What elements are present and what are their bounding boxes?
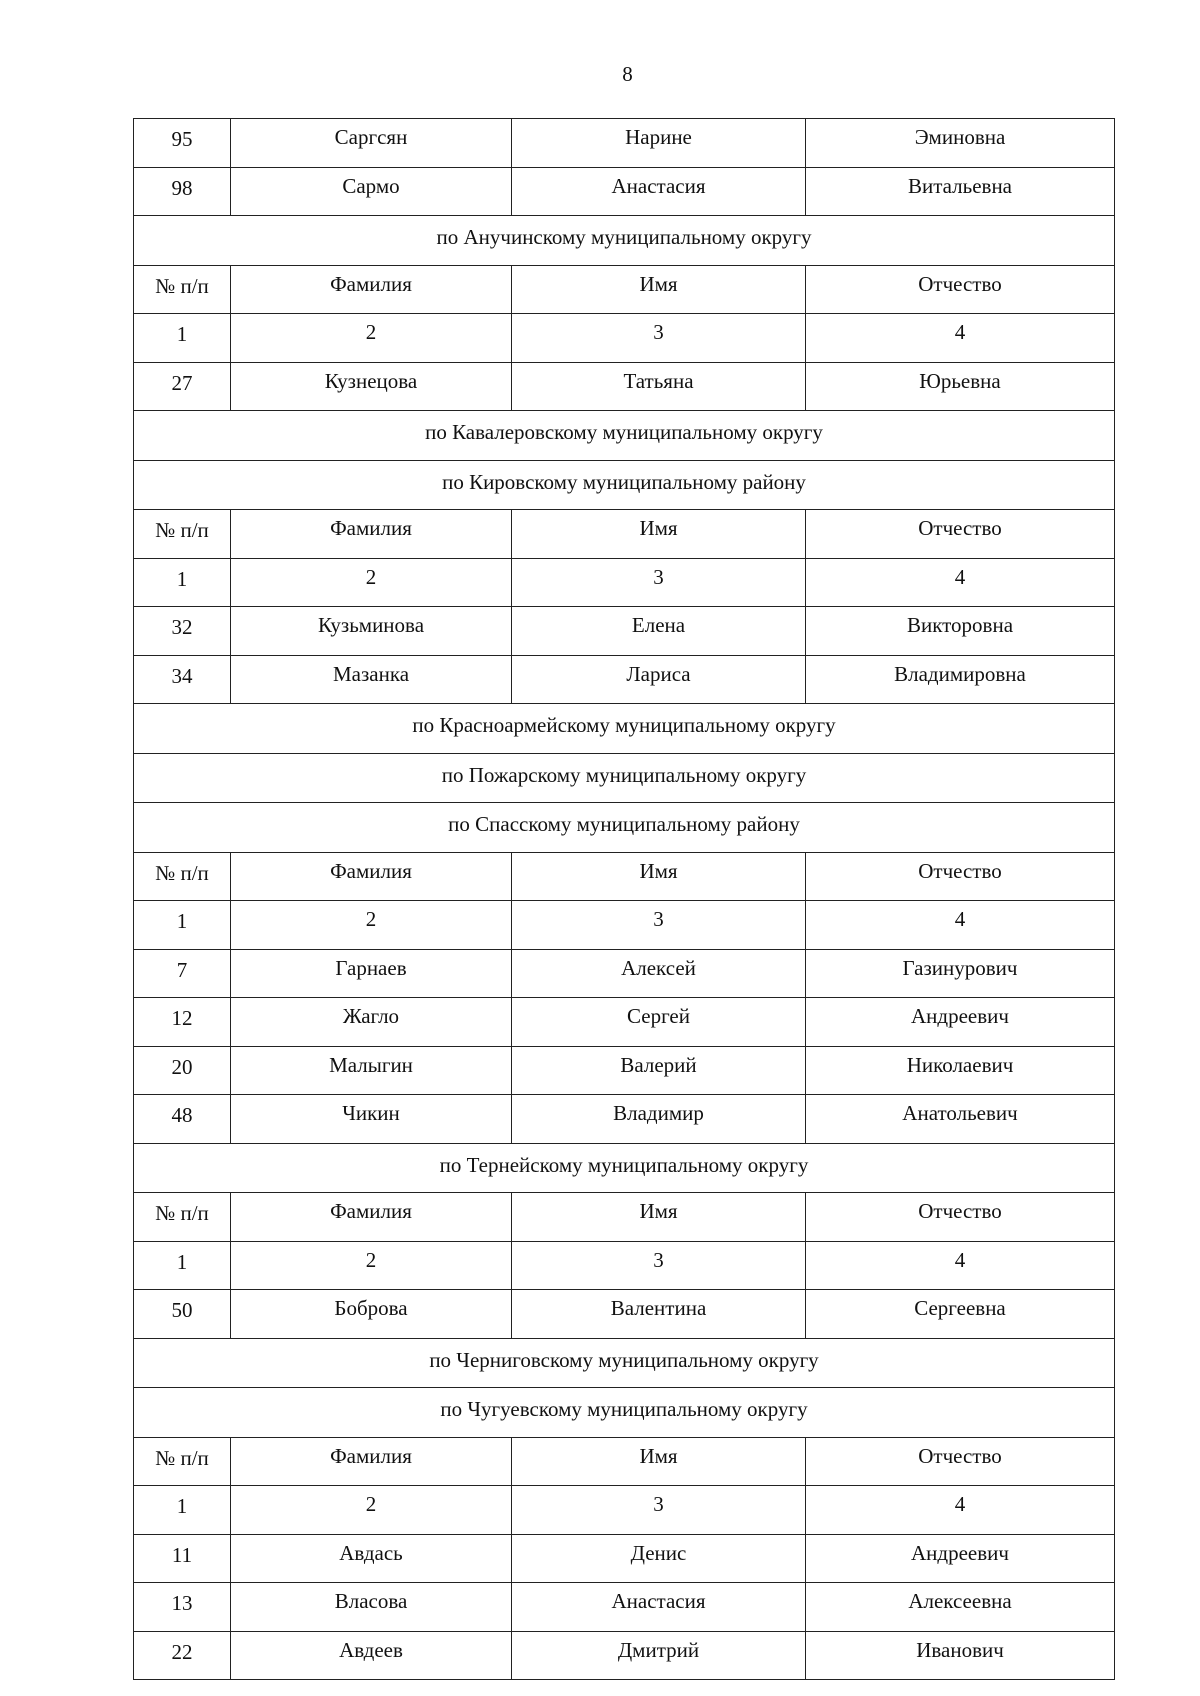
surname-cell-text: Фамилия <box>330 858 412 883</box>
number-cell <box>134 1290 231 1339</box>
patronymic-cell <box>806 1046 1115 1095</box>
table-row <box>134 1046 1115 1095</box>
section-row <box>134 460 1115 510</box>
first-name-cell <box>512 510 806 559</box>
first-name-cell-text: Лариса <box>626 661 691 686</box>
patronymic-cell <box>806 167 1115 216</box>
section-title <box>134 460 1115 510</box>
section-title-text: по Пожарскому муниципальному округу <box>441 762 807 787</box>
header-row <box>134 265 1115 314</box>
number-cell <box>134 607 231 656</box>
first-name-cell <box>512 852 806 901</box>
number-cell-text: 12 <box>171 1006 193 1030</box>
surname-cell-text: Власова <box>334 1589 408 1613</box>
table-row <box>134 655 1115 704</box>
surname-cell-text: Саргсян <box>334 125 408 149</box>
column-index-row <box>134 314 1115 363</box>
surname-cell <box>231 949 512 998</box>
patronymic-cell <box>806 655 1115 704</box>
first-name-cell-text: Имя <box>639 516 678 540</box>
number-cell-text: 22 <box>171 1639 193 1664</box>
patronymic-cell-text: Газинурович <box>902 955 1018 980</box>
table-row <box>134 1095 1115 1144</box>
surname-cell-text: Фамилия <box>330 271 412 296</box>
first-name-cell <box>512 901 806 950</box>
number-cell <box>134 119 231 168</box>
number-cell-text: № п/п <box>155 1445 209 1470</box>
number-cell <box>134 1241 231 1290</box>
section-row <box>134 216 1115 266</box>
number-cell-text: 13 <box>171 1591 193 1615</box>
number-cell-text: 48 <box>171 1103 193 1127</box>
first-name-cell <box>512 1241 806 1290</box>
surname-cell <box>231 167 512 216</box>
surname-cell <box>231 852 512 901</box>
section-title-text: по Черниговскому муниципальному округу <box>429 1347 819 1372</box>
surname-cell-text: Авдеев <box>339 1637 403 1662</box>
section-row <box>134 1143 1115 1193</box>
number-cell-text: 11 <box>171 1542 193 1567</box>
surname-cell <box>231 1437 512 1486</box>
surname-cell <box>231 1046 512 1095</box>
surname-cell <box>231 1486 512 1535</box>
patronymic-cell-text: Владимировна <box>894 661 1026 686</box>
surname-cell <box>231 901 512 950</box>
surname-cell-text: Сармо <box>342 173 400 198</box>
surname-cell-text: 2 <box>365 1492 377 1516</box>
patronymic-cell <box>806 119 1115 168</box>
surname-cell <box>231 265 512 314</box>
section-title <box>134 216 1115 266</box>
section-row <box>134 1338 1115 1388</box>
first-name-cell-text: Дмитрий <box>617 1637 700 1662</box>
section-row <box>134 753 1115 803</box>
patronymic-cell <box>806 1486 1115 1535</box>
first-name-cell-text: Имя <box>639 271 678 296</box>
first-name-cell <box>512 1290 806 1339</box>
number-cell-text: № п/п <box>155 860 209 885</box>
patronymic-cell <box>806 362 1115 411</box>
number-cell-text: 1 <box>176 566 188 591</box>
number-cell <box>134 1583 231 1632</box>
patronymic-cell <box>806 1437 1115 1486</box>
patronymic-cell <box>806 901 1115 950</box>
patronymic-cell-text: 4 <box>954 907 966 931</box>
surname-cell <box>231 655 512 704</box>
patronymic-cell-text: Отчество <box>918 1443 1002 1468</box>
first-name-cell-text: 3 <box>653 564 664 589</box>
section-title-text: по Кировскому муниципальному району <box>442 469 806 494</box>
surname-cell-text: 2 <box>365 1247 377 1272</box>
first-name-cell-text: 3 <box>653 1247 664 1272</box>
number-cell-text: 32 <box>171 615 193 639</box>
number-cell <box>134 510 231 559</box>
surname-cell-text: Гарнаев <box>335 955 407 980</box>
number-cell <box>134 1631 231 1680</box>
patronymic-cell-text: Викторовна <box>906 613 1014 637</box>
patronymic-cell-text: 4 <box>954 564 966 589</box>
number-cell <box>134 1046 231 1095</box>
first-name-cell-text: Владимир <box>613 1101 704 1125</box>
number-cell-text: 1 <box>176 322 188 346</box>
first-name-cell <box>512 314 806 363</box>
surname-cell-text: Чикин <box>342 1101 400 1125</box>
number-cell-text: 27 <box>171 370 193 395</box>
number-cell-text: № п/п <box>155 1201 209 1225</box>
first-name-cell <box>512 949 806 998</box>
first-name-cell-text: Денис <box>630 1540 687 1565</box>
number-cell-text: 1 <box>176 1249 188 1274</box>
number-cell <box>134 998 231 1047</box>
number-cell <box>134 1534 231 1583</box>
first-name-cell <box>512 1437 806 1486</box>
patronymic-cell <box>806 852 1115 901</box>
surname-cell <box>231 362 512 411</box>
surname-cell-text: Фамилия <box>330 1443 412 1468</box>
patronymic-cell-text: Отчество <box>918 271 1002 296</box>
patronymic-cell <box>806 998 1115 1047</box>
first-name-cell <box>512 1046 806 1095</box>
number-cell <box>134 901 231 950</box>
section-title-text: по Красноармейскому муниципальному округу <box>412 713 836 737</box>
first-name-cell-text: 3 <box>653 907 664 931</box>
table-row <box>134 998 1115 1047</box>
header-row <box>134 1193 1115 1242</box>
first-name-cell <box>512 1095 806 1144</box>
section-row <box>134 704 1115 754</box>
table-row <box>134 119 1115 168</box>
first-name-cell <box>512 265 806 314</box>
patronymic-cell <box>806 510 1115 559</box>
patronymic-cell-text: 4 <box>954 320 966 344</box>
first-name-cell <box>512 1486 806 1535</box>
first-name-cell <box>512 362 806 411</box>
number-cell-text: 20 <box>171 1054 193 1079</box>
column-index-row <box>134 558 1115 607</box>
surname-cell-text: 2 <box>365 907 377 931</box>
surname-cell <box>231 314 512 363</box>
surname-cell <box>231 1631 512 1680</box>
first-name-cell <box>512 1534 806 1583</box>
first-name-cell-text: Анастасия <box>611 173 706 198</box>
table-row <box>134 1290 1115 1339</box>
patronymic-cell <box>806 558 1115 607</box>
patronymic-cell <box>806 1241 1115 1290</box>
surname-cell-text: 2 <box>365 564 377 589</box>
first-name-cell <box>512 607 806 656</box>
surname-cell <box>231 607 512 656</box>
first-name-cell-text: Сергей <box>627 1004 690 1028</box>
first-name-cell-text: 3 <box>653 1492 664 1516</box>
patronymic-cell-text: Анатольевич <box>902 1101 1018 1125</box>
first-name-cell <box>512 167 806 216</box>
number-cell <box>134 362 231 411</box>
first-name-cell <box>512 1193 806 1242</box>
surname-cell-text: Фамилия <box>330 516 412 540</box>
first-name-cell-text: Анастасия <box>611 1589 706 1613</box>
surname-cell-text: Кузнецова <box>324 368 418 393</box>
patronymic-cell-text: Отчество <box>918 858 1002 883</box>
section-row <box>134 803 1115 853</box>
patronymic-cell <box>806 1290 1115 1339</box>
number-cell <box>134 265 231 314</box>
table-row <box>134 949 1115 998</box>
patronymic-cell <box>806 1534 1115 1583</box>
first-name-cell <box>512 998 806 1047</box>
table-row <box>134 362 1115 411</box>
section-title <box>134 803 1115 853</box>
table-row <box>134 1583 1115 1632</box>
surname-cell-text: 2 <box>365 320 377 344</box>
surname-cell-text: Мазанка <box>332 661 410 686</box>
surname-cell <box>231 998 512 1047</box>
first-name-cell-text: Татьяна <box>623 368 694 393</box>
section-title <box>134 753 1115 803</box>
patronymic-cell-text: Эминовна <box>914 125 1006 149</box>
surname-cell-text: Кузьминова <box>317 613 425 637</box>
patronymic-cell-text: Иванович <box>916 1637 1004 1662</box>
section-title <box>134 1388 1115 1438</box>
number-cell <box>134 949 231 998</box>
section-title-text: по Чугуевскому муниципальному округу <box>440 1397 808 1421</box>
document-table <box>133 118 1115 1680</box>
section-row <box>134 411 1115 461</box>
patronymic-cell <box>806 314 1115 363</box>
column-index-row <box>134 1486 1115 1535</box>
first-name-cell-text: Нарине <box>625 125 692 149</box>
section-title-text: по Кавалеровскому муниципальному округу <box>425 420 823 444</box>
first-name-cell <box>512 1583 806 1632</box>
column-index-row <box>134 1241 1115 1290</box>
patronymic-cell <box>806 1095 1115 1144</box>
first-name-cell-text: 3 <box>653 320 664 344</box>
surname-cell-text: Малыгин <box>329 1052 413 1077</box>
surname-cell <box>231 1193 512 1242</box>
patronymic-cell-text: Витальевна <box>907 173 1013 198</box>
number-cell <box>134 1486 231 1535</box>
header-row <box>134 1437 1115 1486</box>
number-cell-text: 95 <box>171 127 193 151</box>
number-cell <box>134 558 231 607</box>
patronymic-cell <box>806 1583 1115 1632</box>
header-row <box>134 852 1115 901</box>
patronymic-cell-text: Сергеевна <box>914 1296 1006 1320</box>
number-cell-text: 1 <box>176 909 188 933</box>
patronymic-cell <box>806 1631 1115 1680</box>
number-cell-text: 7 <box>176 957 188 982</box>
surname-cell <box>231 1290 512 1339</box>
section-row <box>134 1388 1115 1438</box>
number-cell <box>134 314 231 363</box>
surname-cell <box>231 1534 512 1583</box>
number-cell-text: № п/п <box>155 518 209 542</box>
patronymic-cell-text: 4 <box>954 1247 966 1272</box>
surname-cell <box>231 119 512 168</box>
section-title-text: по Спасскому муниципальному району <box>448 812 800 836</box>
section-title <box>134 1143 1115 1193</box>
number-cell <box>134 1095 231 1144</box>
number-cell <box>134 167 231 216</box>
number-cell-text: № п/п <box>155 273 209 298</box>
number-cell <box>134 852 231 901</box>
surname-cell-text: Боброва <box>334 1296 408 1320</box>
surname-cell <box>231 510 512 559</box>
surname-cell-text: Авдась <box>339 1540 403 1565</box>
header-row <box>134 510 1115 559</box>
first-name-cell <box>512 655 806 704</box>
surname-cell-text: Фамилия <box>330 1199 412 1223</box>
patronymic-cell <box>806 949 1115 998</box>
first-name-cell-text: Имя <box>639 1199 678 1223</box>
number-cell-text: 34 <box>171 663 193 688</box>
number-cell-text: 50 <box>171 1298 193 1322</box>
surname-cell <box>231 558 512 607</box>
number-cell <box>134 1193 231 1242</box>
column-index-row <box>134 901 1115 950</box>
section-title <box>134 1338 1115 1388</box>
number-cell-text: 1 <box>176 1494 188 1518</box>
first-name-cell <box>512 1631 806 1680</box>
patronymic-cell-text: 4 <box>954 1492 966 1516</box>
patronymic-cell <box>806 265 1115 314</box>
section-title <box>134 704 1115 754</box>
patronymic-cell <box>806 607 1115 656</box>
first-name-cell <box>512 119 806 168</box>
patronymic-cell-text: Алексеевна <box>908 1589 1012 1613</box>
surname-cell-text: Жагло <box>342 1004 400 1028</box>
patronymic-cell-text: Николаевич <box>906 1052 1014 1077</box>
patronymic-cell-text: Юрьевна <box>919 368 1001 393</box>
patronymic-cell-text: Отчество <box>918 1199 1002 1223</box>
patronymic-cell <box>806 1193 1115 1242</box>
number-cell <box>134 1437 231 1486</box>
first-name-cell-text: Имя <box>639 858 678 883</box>
surname-cell <box>231 1583 512 1632</box>
first-name-cell <box>512 558 806 607</box>
patronymic-cell-text: Андреевич <box>911 1540 1009 1565</box>
patronymic-cell-text: Отчество <box>918 516 1002 540</box>
number-cell-text: 98 <box>171 175 193 200</box>
first-name-cell-text: Алексей <box>621 955 696 980</box>
table-row <box>134 1534 1115 1583</box>
first-name-cell-text: Валерий <box>620 1052 697 1077</box>
page-number: 8 <box>622 62 633 86</box>
first-name-cell-text: Елена <box>631 613 686 637</box>
table-row <box>134 607 1115 656</box>
section-title-text: по Тернейскому муниципальному округу <box>439 1152 809 1177</box>
number-cell <box>134 655 231 704</box>
first-name-cell-text: Валентина <box>610 1296 707 1320</box>
section-title <box>134 411 1115 461</box>
table-row <box>134 1631 1115 1680</box>
first-name-cell-text: Имя <box>639 1443 678 1468</box>
surname-cell <box>231 1241 512 1290</box>
table-body <box>134 119 1115 1680</box>
patronymic-cell-text: Андреевич <box>911 1004 1009 1028</box>
surname-cell <box>231 1095 512 1144</box>
section-title-text: по Анучинскому муниципальному округу <box>436 225 812 249</box>
table-row <box>134 167 1115 216</box>
